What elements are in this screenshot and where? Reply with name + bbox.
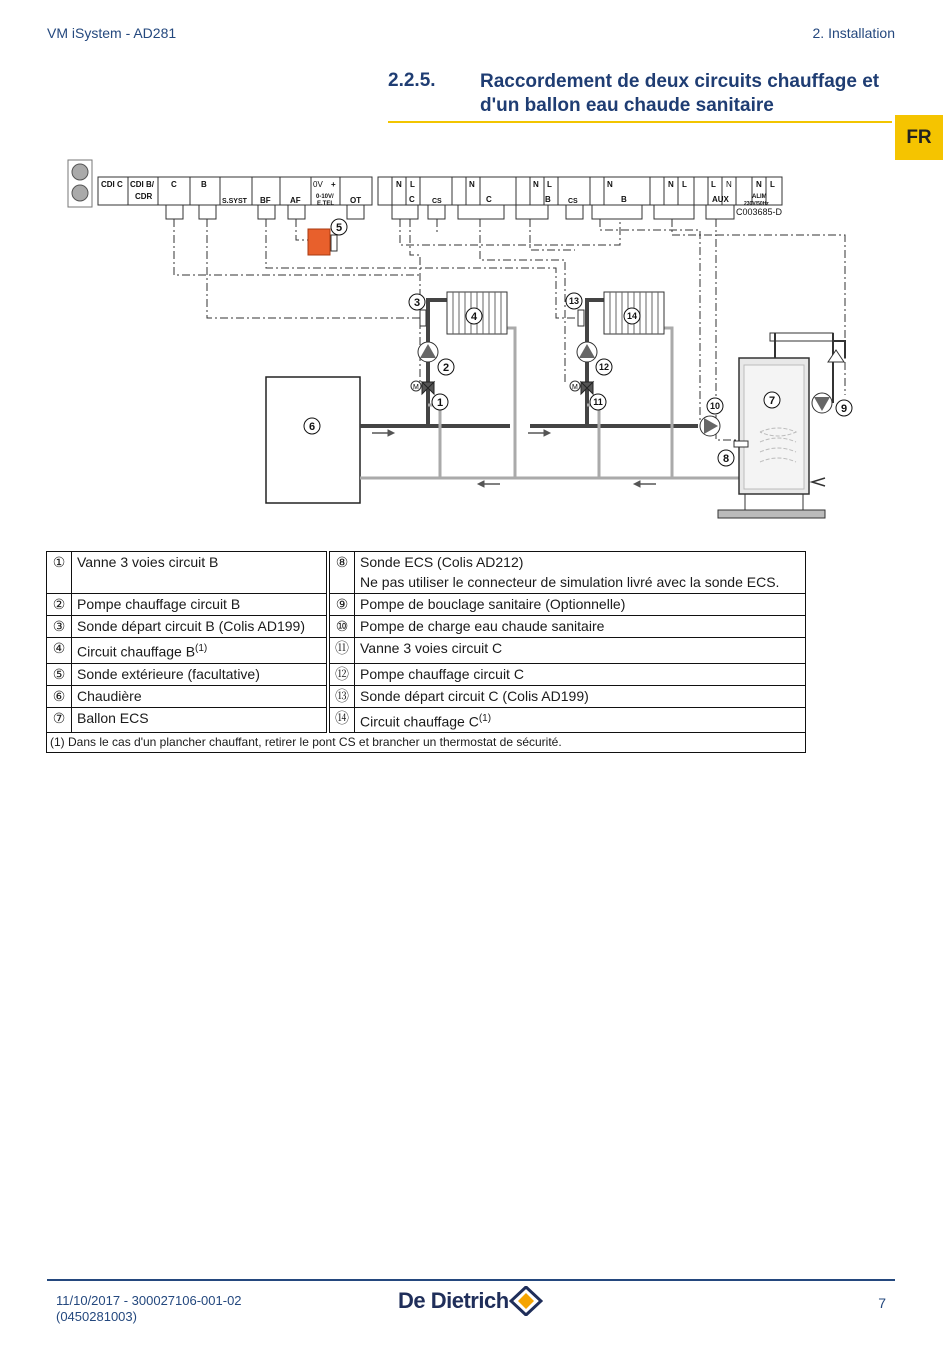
table-row (47, 685, 806, 707)
terminal-label-n5: N (668, 180, 674, 189)
table-row (47, 552, 806, 594)
pump-circuit-b (418, 342, 438, 362)
callout-4 (466, 308, 482, 324)
motor-label: M (572, 384, 578, 391)
legend-number: ① (47, 552, 72, 594)
callout-13 (566, 293, 582, 309)
legend-text: Pompe chauffage circuit C (355, 663, 806, 685)
legend-number: ⑪ (328, 638, 355, 664)
terminal-label-cdr: CDR (135, 192, 153, 201)
section-title: Raccordement de deux circuits chauffage et d'un ballon eau chaude sanitaire (480, 71, 880, 116)
legend-number: ⑭ (328, 707, 355, 733)
dhw-tank (718, 333, 848, 518)
svg-text:11: 11 (593, 397, 603, 407)
legend-number: ⑦ (47, 707, 72, 733)
terminal-label-c3: C (486, 195, 492, 204)
terminal-label-aux: AUX (712, 195, 729, 204)
callout-14 (624, 308, 640, 324)
legend-text (355, 552, 806, 594)
title-underline (388, 121, 892, 123)
legend-text: Pompe de charge eau chaude sanitaire (355, 616, 806, 638)
terminal-label-af: AF (290, 196, 301, 205)
footer-code: (0450281003) (56, 1309, 137, 1324)
terminal-label-cs: CS (432, 198, 442, 205)
legend-number: ④ (47, 638, 72, 664)
terminal-label-n4: N (607, 180, 613, 189)
three-way-valve-b (411, 381, 434, 394)
flow-sensor-b (420, 310, 426, 326)
legend-number: ⑥ (47, 685, 72, 707)
svg-text:6: 6 (308, 421, 316, 433)
callout-8 (718, 450, 734, 466)
footer-date-ref: 11/10/2017 - 300027106-001-02 (56, 1293, 242, 1308)
svg-text:14: 14 (626, 311, 638, 321)
legend-number: ⑧ (328, 552, 355, 594)
footer-rule (47, 1279, 895, 1281)
section-number: 2.2.5. (388, 70, 436, 91)
legend-text: Sonde départ circuit C (Colis AD199) (355, 685, 806, 707)
flow-sensor-c (578, 310, 584, 326)
terminal-label-b3: B (621, 195, 627, 204)
chapter-title: 2. Installation (812, 25, 895, 41)
legend-number: ⑨ (328, 594, 355, 616)
wiring-diagram (0, 150, 950, 530)
terminal-label-etel: E.TEL (317, 201, 335, 207)
legend-text-main: Circuit chauffage C (360, 713, 479, 730)
legend-text: Vanne 3 voies circuit B (72, 552, 329, 594)
terminal-label-c2: C (409, 195, 415, 204)
callout-11 (590, 394, 606, 410)
pump-circuit-c (577, 342, 597, 362)
svg-text:12: 12 (598, 362, 610, 372)
callout-12 (596, 359, 612, 375)
outdoor-sensor (308, 229, 337, 255)
table-row (47, 707, 806, 733)
terminal-label-n7: N (756, 180, 762, 189)
footnote-ref: (1) (478, 712, 492, 724)
terminal-label-cs2: CS (568, 198, 578, 205)
svg-text:8: 8 (722, 453, 730, 465)
terminal-label-0v: 0V (313, 180, 323, 189)
legend-text: Chaudière (72, 685, 329, 707)
table-row (47, 663, 806, 685)
callout-1 (432, 394, 448, 410)
legend-text: Sonde extérieure (facultative) (72, 663, 329, 685)
terminal-label-bf: BF (260, 196, 271, 205)
boiler (266, 377, 360, 503)
terminal-label-n3: N (533, 180, 539, 189)
svg-text:3: 3 (413, 297, 421, 309)
legend-text: Sonde départ circuit B (Colis AD199) (72, 616, 329, 638)
diamond-logo-icon (509, 1286, 543, 1316)
table-row (47, 594, 806, 616)
legend-number: ⑩ (328, 616, 355, 638)
legend-text: Pompe chauffage circuit B (72, 594, 329, 616)
page-number: 7 (878, 1295, 886, 1311)
terminal-label-alim: ALIM (752, 194, 767, 200)
motor-label: M (413, 384, 419, 391)
return-pipe (360, 328, 740, 478)
terminal-label-ssyst: S.SYST (222, 198, 247, 205)
language-tab: FR (895, 115, 943, 160)
footnote-ref: (1) (195, 643, 208, 654)
svg-text:4: 4 (470, 311, 478, 323)
callout-5 (331, 219, 347, 235)
legend-text: Ballon ECS (72, 707, 329, 733)
connector-icon (68, 160, 92, 207)
terminal-label-l7: L (770, 180, 775, 189)
terminal-label-b: B (201, 180, 207, 189)
legend-number: ② (47, 594, 72, 616)
terminal-label-n: N (396, 180, 402, 189)
svg-text:10: 10 (709, 401, 721, 411)
terminal-label-cdi-c: CDI C (101, 180, 123, 189)
footer-reference (56, 1293, 242, 1325)
terminal-label-n2: N (469, 180, 475, 189)
callout-7 (764, 392, 780, 408)
terminal-label-l: L (410, 180, 415, 189)
legend-number: ⑬ (328, 685, 355, 707)
three-way-valve-c (570, 381, 593, 394)
brand-logo (398, 1286, 543, 1316)
terminal-label-l3: L (547, 180, 552, 189)
document-title: VM iSystem - AD281 (47, 25, 177, 41)
legend-number: ⑫ (328, 663, 355, 685)
terminal-label-l5: L (682, 180, 687, 189)
svg-text:9: 9 (840, 403, 848, 415)
table-row (47, 616, 806, 638)
callout-6 (304, 418, 320, 434)
legend-text: Pompe de bouclage sanitaire (Optionnelle) (355, 594, 806, 616)
recirculation-pump (812, 393, 832, 413)
svg-text:1: 1 (436, 397, 444, 409)
diagram-reference: C003685-D (736, 207, 783, 217)
legend-number: ⑤ (47, 663, 72, 685)
terminal-label-0-10v: 0-10V/ (316, 194, 334, 200)
brand-name: De Dietrich (398, 1288, 509, 1313)
legend-table (46, 551, 806, 753)
callout-9 (836, 400, 852, 416)
legend-text-note: Ne pas utiliser le connecteur de simulation livré avec la sonde ECS. (360, 574, 780, 590)
legend-text (355, 707, 806, 733)
dhw-charge-pump (700, 416, 720, 436)
callout-2 (438, 359, 454, 375)
terminal-label-c: C (171, 180, 177, 189)
legend-number: ③ (47, 616, 72, 638)
terminal-label-b2: B (545, 195, 551, 204)
terminal-label-plus: + (331, 180, 336, 189)
callout-3 (409, 294, 425, 310)
legend-text: Vanne 3 voies circuit C (355, 638, 806, 664)
svg-text:7: 7 (768, 395, 776, 407)
legend-footnote: (1) Dans le cas d'un plancher chauffant, retirer le pont CS et brancher un thermostat de sécurité. (47, 733, 806, 753)
legend-text-main: Circuit chauffage B (77, 643, 196, 660)
svg-text:2: 2 (442, 362, 450, 374)
svg-text:13: 13 (568, 296, 580, 306)
terminal-label-n6: N (726, 180, 732, 189)
terminal-label-ot: OT (350, 196, 362, 205)
svg-text:5: 5 (335, 222, 343, 234)
table-row (47, 638, 806, 664)
terminal-label-l6: L (711, 180, 716, 189)
terminal-label-alim-v: 230V/50Hz (744, 201, 769, 207)
table-row (47, 733, 806, 753)
legend-text (72, 638, 329, 664)
legend-text-main: Sonde ECS (Colis AD212) (360, 554, 524, 570)
callout-10 (707, 398, 723, 414)
terminal-label-cdi-b: CDI B/ (130, 180, 154, 189)
